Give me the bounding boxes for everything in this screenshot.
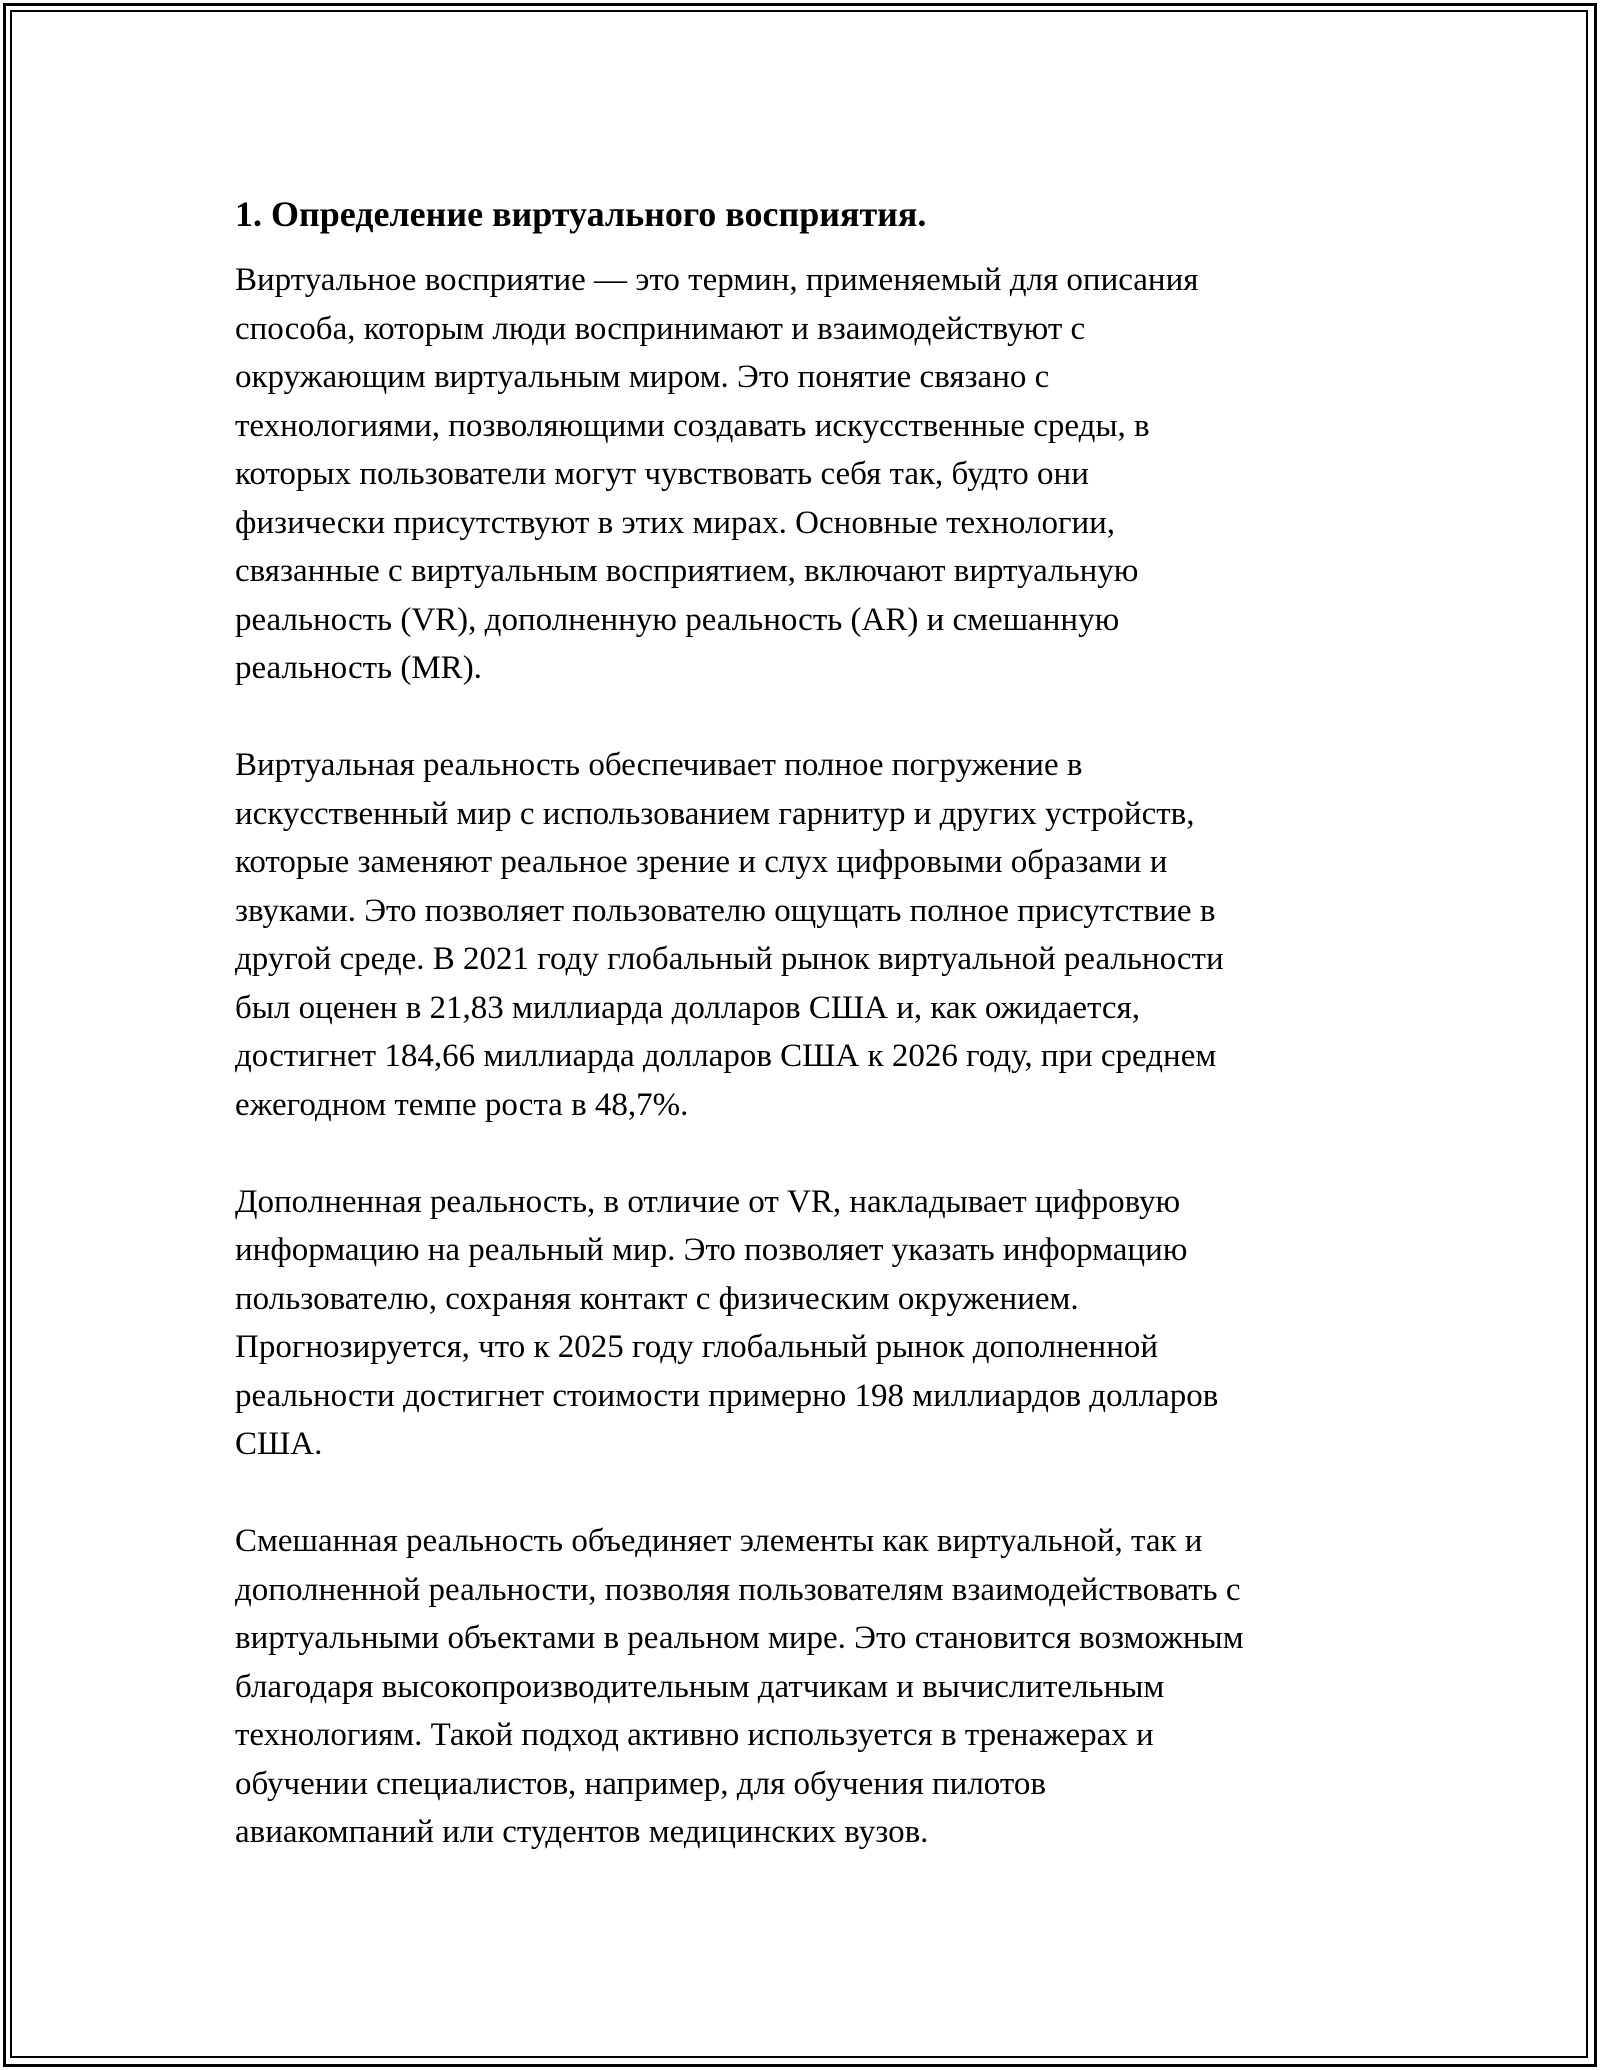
paragraph-mixed-reality: Смешанная реальность объединяет элементы как виртуальной, так и дополненной реальности, позволяя пользователям взаимодействовать с виртуальными объектами в реальном мире. Это становится возможным благодаря высокопроизводительным датчикам и вычислительным технологиям. Такой подход активно используется в тренажерах и обучении специалистов, например, для обучения пилотов авиакомпаний или студентов медицинских вузов. (235, 1523, 1244, 1850)
document-body (235, 190, 1375, 1905)
paragraph-augmented-reality: Дополненная реальность, в отличие от VR, накладывает цифровую информацию на реальный мир. Это позволяет указать информацию пользователю, сохраняя контакт с физическим окружением. Прогнозируется, что к 2025 году глобальный рынок дополненной реальности достигнет стоимости примерно 198 миллиардов долларов США. (235, 1183, 1219, 1462)
section-heading: 1. Определение виртуального восприятия. (235, 194, 927, 234)
paragraph-virtual-perception: Виртуальное восприятие — это термин, применяемый для описания способа, которым люди воспринимают и взаимодействуют с окружающим виртуальным миром. Это понятие связано с технологиями, позволяющими создавать искусственные среды, в которых пользователи могут чувствовать себя так, будто они физически присутствуют в этих мирах. Основные технологии, связанные с виртуальным восприятием, включают виртуальную реальность (VR), дополненную реальность (AR) и смешанную реальность (MR). (235, 262, 1199, 686)
paragraph-virtual-reality: Виртуальная реальность обеспечивает полное погружение в искусственный мир с использованием гарнитур и других устройств, которые заменяют реальное зрение и слух цифровыми образами и звуками. Это позволяет пользователю ощущать полное присутствие в другой среде. В 2021 году глобальный рынок виртуальной реальности был оценен в 21,83 миллиарда долларов США и, как ожидается, достигнет 184,66 миллиарда долларов США к 2026 году, при среднем ежегодном темпе роста в 48,7%. (235, 747, 1224, 1123)
